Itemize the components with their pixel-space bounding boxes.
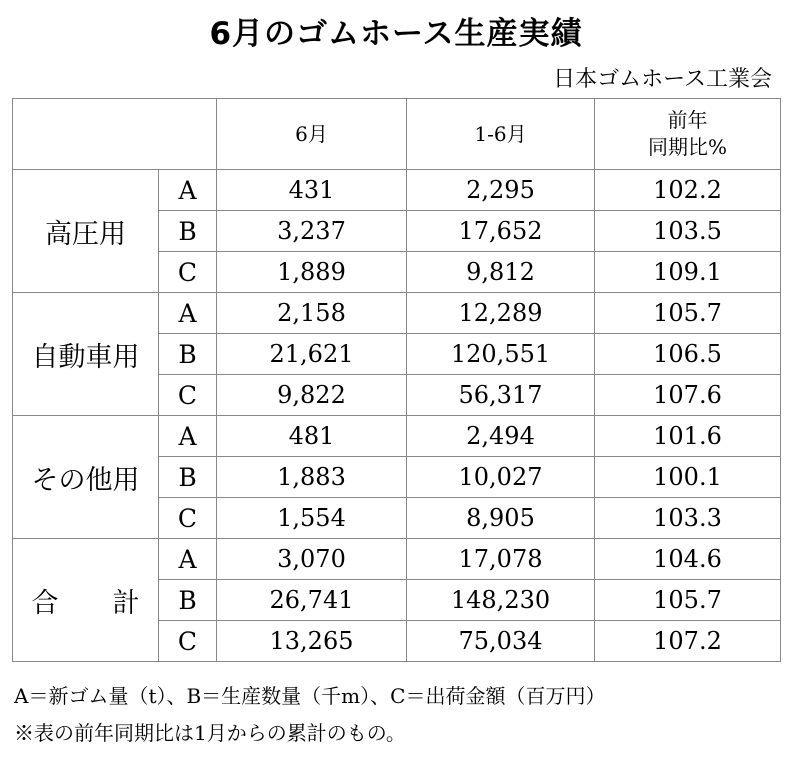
header-yoy-line1: 前年 bbox=[667, 108, 708, 132]
cell-yoy: 106.5 bbox=[595, 334, 781, 375]
cell-jan-jun: 2,295 bbox=[407, 170, 595, 211]
cell-yoy: 100.1 bbox=[595, 457, 781, 498]
row-code: B bbox=[159, 457, 217, 498]
header-row bbox=[13, 99, 781, 170]
cell-jan-jun: 120,551 bbox=[407, 334, 595, 375]
header-june: 6月 bbox=[217, 99, 407, 170]
cell-yoy: 105.7 bbox=[595, 580, 781, 621]
group-label: 高圧用 bbox=[13, 170, 159, 293]
cell-jan-jun: 17,078 bbox=[407, 539, 595, 580]
cell-jan-jun: 75,034 bbox=[407, 621, 595, 662]
group-label: その他用 bbox=[13, 416, 159, 539]
row-code: A bbox=[159, 293, 217, 334]
cell-june: 13,265 bbox=[217, 621, 407, 662]
header-yoy-line2: 同期比% bbox=[647, 135, 727, 159]
cell-yoy: 101.6 bbox=[595, 416, 781, 457]
row-code: B bbox=[159, 211, 217, 252]
legend-footnote: A＝新ゴム量（t）、B＝生産数量（千m）、C＝出荷金額（百万円） bbox=[14, 684, 606, 708]
row-code: A bbox=[159, 416, 217, 457]
yoy-footnote: ※表の前年同期比は1月からの累計のもの。 bbox=[14, 721, 406, 745]
row-code: C bbox=[159, 375, 217, 416]
production-table bbox=[12, 98, 781, 662]
cell-jan-jun: 148,230 bbox=[407, 580, 595, 621]
row-code: C bbox=[159, 498, 217, 539]
cell-jan-jun: 17,652 bbox=[407, 211, 595, 252]
cell-june: 3,070 bbox=[217, 539, 407, 580]
cell-jan-jun: 10,027 bbox=[407, 457, 595, 498]
cell-yoy: 107.6 bbox=[595, 375, 781, 416]
cell-june: 9,822 bbox=[217, 375, 407, 416]
cell-yoy: 107.2 bbox=[595, 621, 781, 662]
cell-jan-jun: 56,317 bbox=[407, 375, 595, 416]
row-code: B bbox=[159, 334, 217, 375]
cell-june: 1,883 bbox=[217, 457, 407, 498]
group-label-total: 合 計 bbox=[13, 539, 159, 662]
cell-yoy: 104.6 bbox=[595, 539, 781, 580]
cell-june: 2,158 bbox=[217, 293, 407, 334]
row-code: C bbox=[159, 252, 217, 293]
table-row bbox=[13, 539, 781, 580]
header-yoy bbox=[595, 99, 781, 170]
group-label: 自動車用 bbox=[13, 293, 159, 416]
header-blank-cell bbox=[13, 99, 217, 170]
cell-june: 1,889 bbox=[217, 252, 407, 293]
cell-yoy: 102.2 bbox=[595, 170, 781, 211]
row-code: C bbox=[159, 621, 217, 662]
table-row bbox=[13, 293, 781, 334]
cell-june: 3,237 bbox=[217, 211, 407, 252]
cell-jan-jun: 8,905 bbox=[407, 498, 595, 539]
cell-yoy: 103.5 bbox=[595, 211, 781, 252]
cell-june: 21,621 bbox=[217, 334, 407, 375]
header-jan-jun: 1-6月 bbox=[407, 99, 595, 170]
page-title: 6月のゴムホース生産実績 bbox=[209, 16, 583, 52]
cell-june: 1,554 bbox=[217, 498, 407, 539]
cell-june: 431 bbox=[217, 170, 407, 211]
row-code: A bbox=[159, 539, 217, 580]
cell-yoy: 103.3 bbox=[595, 498, 781, 539]
row-code: B bbox=[159, 580, 217, 621]
cell-yoy: 105.7 bbox=[595, 293, 781, 334]
cell-jan-jun: 12,289 bbox=[407, 293, 595, 334]
cell-jan-jun: 9,812 bbox=[407, 252, 595, 293]
cell-yoy: 109.1 bbox=[595, 252, 781, 293]
cell-june: 26,741 bbox=[217, 580, 407, 621]
cell-jan-jun: 2,494 bbox=[407, 416, 595, 457]
cell-june: 481 bbox=[217, 416, 407, 457]
table-row bbox=[13, 170, 781, 211]
source-label: 日本ゴムホース工業会 bbox=[553, 67, 772, 92]
row-code: A bbox=[159, 170, 217, 211]
table-row bbox=[13, 416, 781, 457]
